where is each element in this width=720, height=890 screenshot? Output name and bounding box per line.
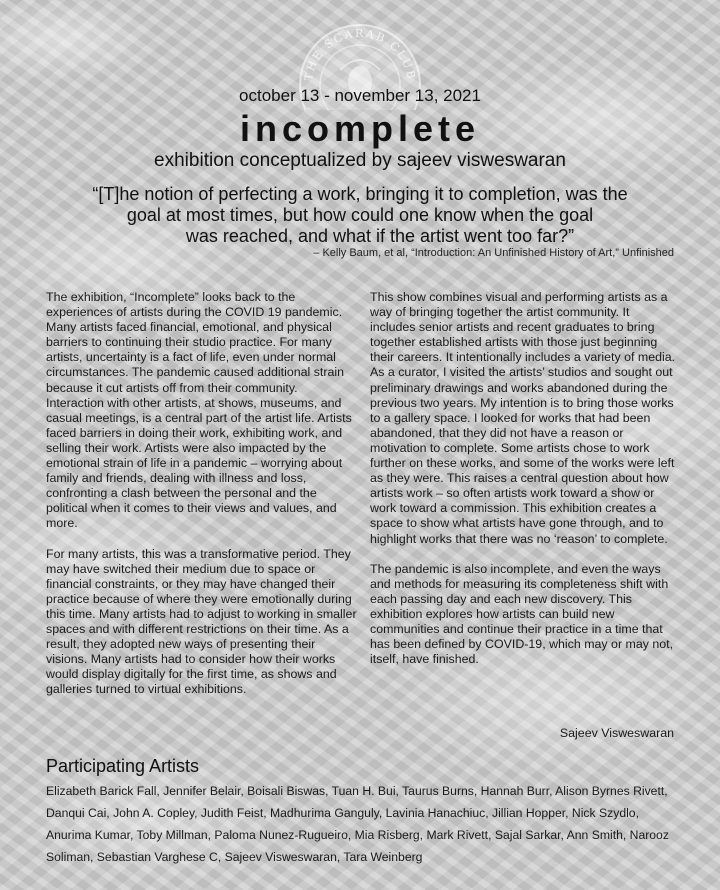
exhibition-dates: october 13 - november 13, 2021	[239, 86, 481, 105]
participating-artists-list: Elizabeth Barick Fall, Jennifer Belair, Boisali Biswas, Tuan H. Bui, Taurus Burns, Hannah Burr, Alison Byrnes Rivett, Danqui Cai, John A. Copley, Judith Feist, Madhurima Ganguly, Lavinia Hanachiuc, Jillian Hopper, Nick Szydlo, Anurima Kumar, Toby Millman, Paloma Nunez-Rugueiro, Mia Risberg, Mark Rivett, Sajal Sarkar, Ann Smith, Narooz Soliman, Sebastian Varghese C, Sajeev Visweswaran, Tara Weinberg	[46, 784, 669, 864]
essay-right-column	[370, 290, 678, 682]
essay-left-column	[46, 290, 358, 712]
essay-paragraph: This show combines visual and performing artists as a way of bringing together the artist community. It includes senior artists and recent graduates to bring together established artists with those just beginning their careers. It intentionally includes a variety of media. As a curator, I visited the artists’ studios and sought out preliminary drawings and works abandoned during the previous two years. My intention is to bring those works to a gallery space. I looked for works that had been abandoned, that they did not have a reason or motivation to complete. Some artists chose to work further on these works, and some of the works were left as they were. This raises a central question about how artists work – so often artists work toward a show or work toward a commission. This exhibition creates a space to show what artists have gone through, and to highlight works that there was no ‘reason’ to complete.	[370, 290, 676, 546]
quote-attribution: – Kelly Baum, et al, “Introduction: An Unfinished History of Art,” Unfinished	[313, 247, 674, 259]
quote-line: was reached, and what if the artist went too far?”	[185, 226, 575, 246]
essay-paragraph: For many artists, this was a transformative period. They may have switched their medium due to space or financial constraints, or they may have changed their practice because of where they were emotionally during this time. Many artists had to adjust to working in smaller spaces and with different restrictions on their time. As a result, they adopted new ways of presenting their visions. Many artists had to consider how their works would display digitally for the first time, as shows and galleries turned to virtual exhibitions.	[46, 546, 357, 697]
participating-artists-heading: Participating Artists	[46, 756, 200, 776]
essay-paragraph: The pandemic is also incomplete, and even the ways and methods for measuring its completeness shift with each passing day and each new discovery. This exhibition explores how artists can build new communities and continue their practice in a time that has been defined by COVID-19, which may or may not, itself, have finished.	[370, 561, 674, 667]
exhibition-subtitle: exhibition conceptualized by sajeev visweswaran	[154, 150, 566, 171]
svg-text:THE SCARAB CLUB: THE SCARAB CLUB	[302, 26, 418, 82]
quote-line: “[T]he notion of perfecting a work, bringing it to completion, was the	[92, 184, 628, 204]
curator-signature: Sajeev Visweswaran	[559, 726, 674, 740]
epigraph-quote	[40, 184, 680, 247]
exhibition-title: incomplete	[239, 108, 481, 149]
quote-line: goal at most times, but how could one know when the goal	[126, 205, 594, 225]
essay-paragraph: The exhibition, “Incomplete” looks back to the experiences of artists during the COVID 19 pandemic. Many artists faced financial, emotional, and physical barriers to continuing their studio practice. For many artists, uncertainty is a fact of life, even under normal circumstances. The pandemic caused additional strain because it cut artists off from their community. Interaction with other artists, at shows, museums, and casual meetings, is a central part of the artist life. Artists faced barriers in doing their work, exhibiting work, and selling their work. Artists were also impacted by the emotional strain of life in a pandemic – worrying about family and friends, dealing with illness and loss, confronting a clash between the personal and the political when it comes to their views and values, and more.	[46, 290, 352, 531]
